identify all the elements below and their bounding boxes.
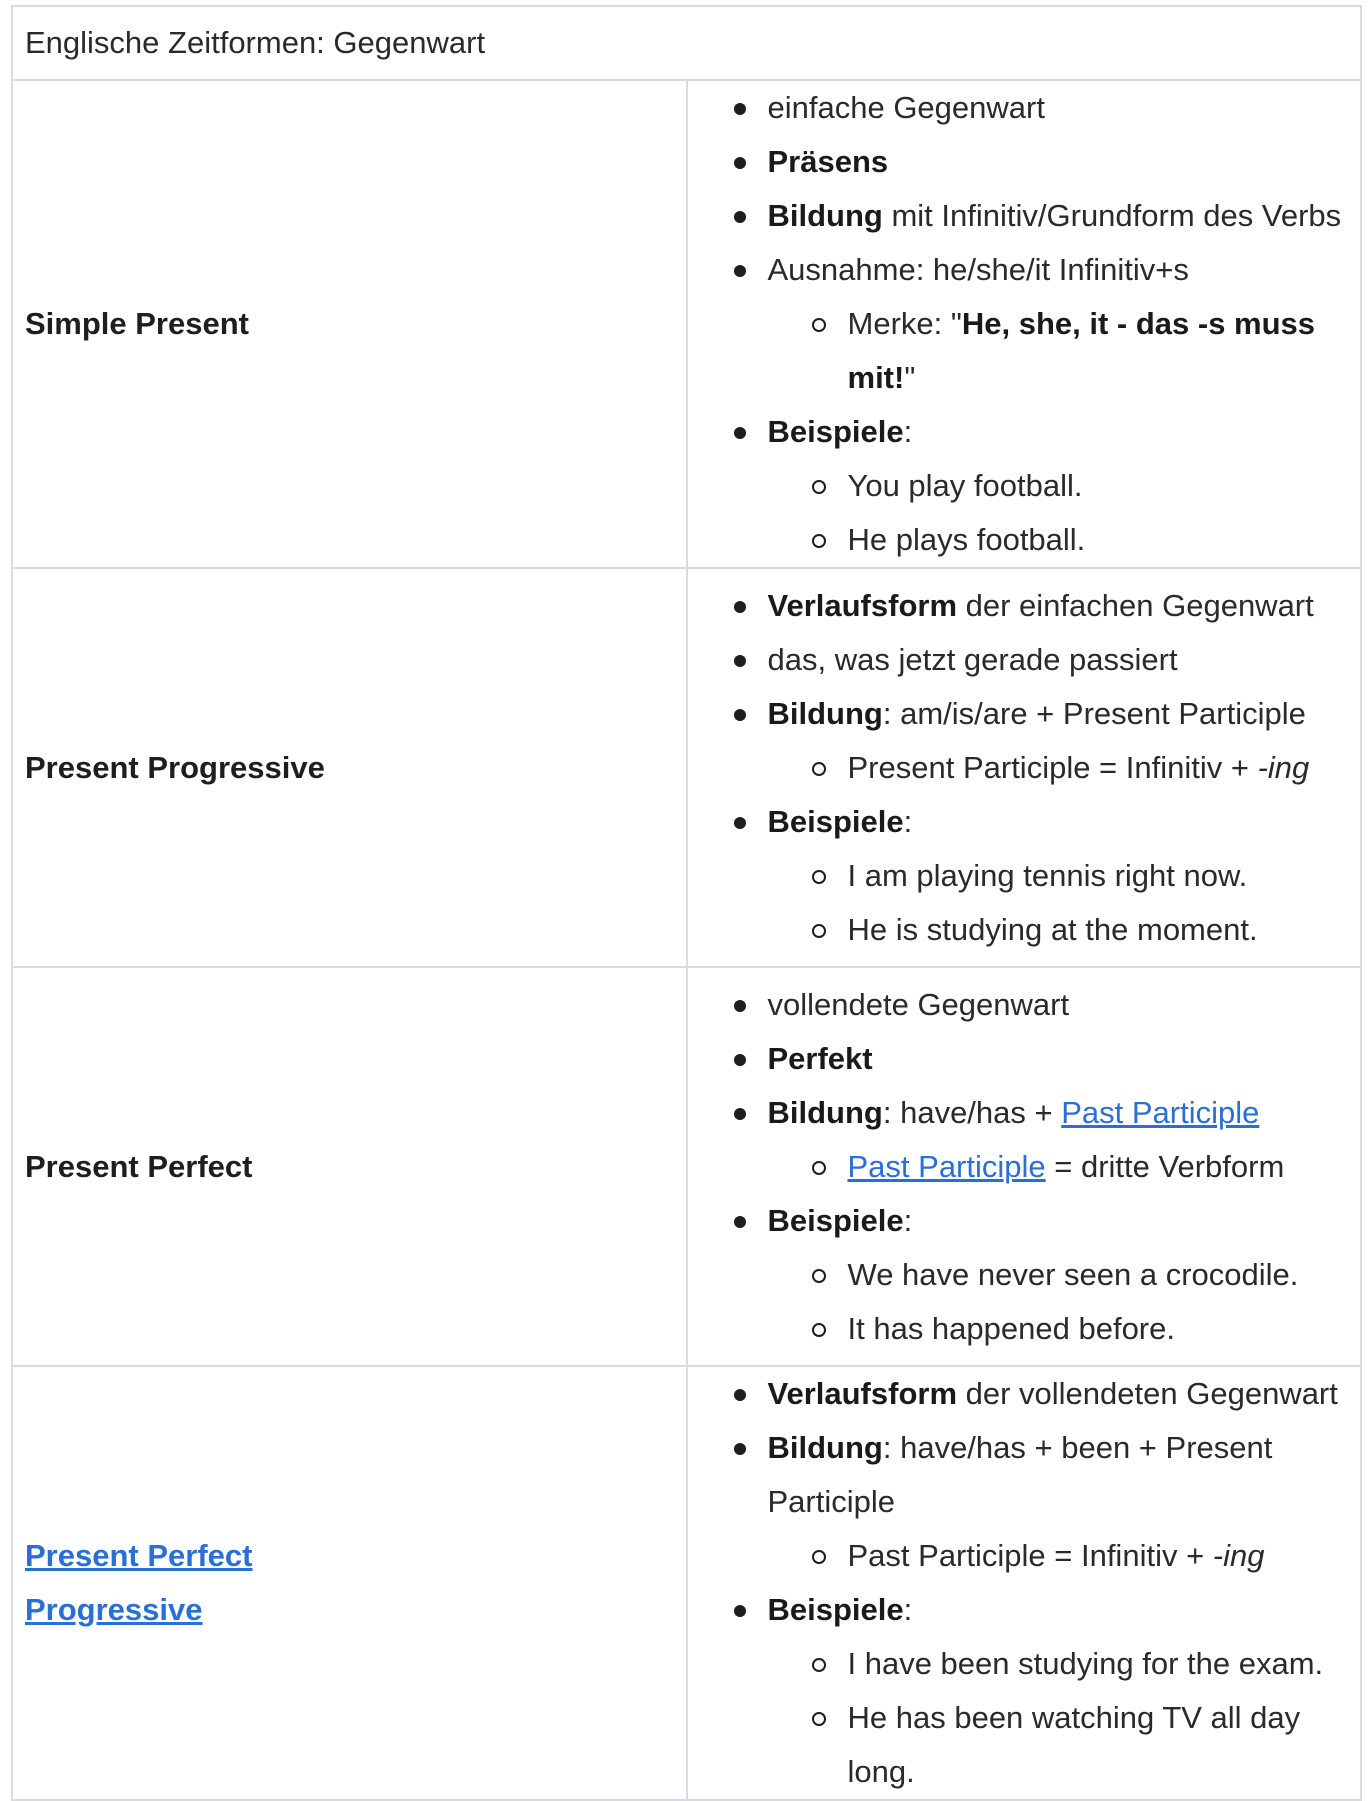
tense-label: Present Progressive (12, 568, 687, 967)
examples-list (768, 849, 1361, 957)
example-item: He is studying at the moment. (848, 903, 1361, 957)
list-item: vollendete Gegenwart (768, 978, 1361, 1032)
example-item: It has happened before. (848, 1302, 1361, 1356)
list-item: Präsens (768, 135, 1361, 189)
example-item: He has been watching TV all day long. (848, 1691, 1361, 1799)
example-item: You play football. (848, 459, 1361, 513)
example-item: I am playing tennis right now. (848, 849, 1361, 903)
list-item: Bildung: have/has + Past Participle Past Participle = dritte Verbform (768, 1086, 1361, 1194)
example-item: We have never seen a crocodile. (848, 1248, 1361, 1302)
table-row (12, 1366, 1361, 1800)
list-item: Bildung: have/has + been + Present Participle Past Participle = Infinitiv + -ing (768, 1421, 1361, 1583)
sub-list-item: Merke: "He, she, it - das -s muss mit!" (848, 297, 1361, 405)
list-item: Beispiele: You play football. He plays football. (768, 405, 1361, 567)
list-item: Verlaufsform der vollendeten Gegenwart (768, 1367, 1361, 1421)
list-item: das, was jetzt gerade passiert (768, 633, 1361, 687)
tense-label: Simple Present (12, 80, 687, 568)
past-participle-link[interactable]: Past Participle (1061, 1094, 1260, 1130)
sub-list-item: Past Participle = dritte Verbform (848, 1140, 1361, 1194)
examples-list (768, 1637, 1361, 1799)
examples-list (768, 459, 1361, 567)
sub-list (768, 1140, 1361, 1194)
details-list (688, 81, 1361, 567)
details-list (688, 1367, 1361, 1799)
list-item: Perfekt (768, 1032, 1361, 1086)
details-list (688, 978, 1361, 1356)
tense-details (687, 80, 1362, 568)
example-item: He plays football. (848, 513, 1361, 567)
table-caption: Englische Zeitformen: Gegenwart (12, 6, 1361, 80)
sub-list-item: Present Participle = Infinitiv + -ing (848, 741, 1361, 795)
list-item: Beispiele: We have never seen a crocodile. It has happened before. (768, 1194, 1361, 1356)
examples-list (768, 1248, 1361, 1356)
tense-details (687, 967, 1362, 1366)
list-item: Beispiele: I have been studying for the exam. He has been watching TV all day long. (768, 1583, 1361, 1799)
details-list (688, 579, 1361, 957)
list-item: Bildung mit Infinitiv/Grundform des Verbs (768, 189, 1361, 243)
list-item: Beispiele: I am playing tennis right now. He is studying at the moment. (768, 795, 1361, 957)
tense-label (12, 1366, 687, 1800)
tense-label: Present Perfect (12, 967, 687, 1366)
table-row (12, 568, 1361, 967)
list-item: Ausnahme: he/she/it Infinitiv+s Merke: "He, she, it - das -s muss mit!" (768, 243, 1361, 405)
sub-list (768, 741, 1361, 795)
past-participle-link[interactable]: Past Participle (847, 1148, 1046, 1184)
table-row (12, 967, 1361, 1366)
tenses-table (11, 5, 1362, 1801)
sub-list (768, 297, 1361, 405)
example-item: I have been studying for the exam. (848, 1637, 1361, 1691)
list-item: einfache Gegenwart (768, 81, 1361, 135)
sub-list-item: Past Participle = Infinitiv + -ing (848, 1529, 1361, 1583)
list-item: Verlaufsform der einfachen Gegenwart (768, 579, 1361, 633)
table-row (12, 80, 1361, 568)
sub-list (768, 1529, 1361, 1583)
list-item: Bildung: am/is/are + Present Participle Present Participle = Infinitiv + -ing (768, 687, 1361, 795)
tense-details (687, 568, 1362, 967)
tense-details (687, 1366, 1362, 1800)
present-perfect-progressive-link[interactable]: Present Perfect Progressive (25, 1538, 253, 1627)
